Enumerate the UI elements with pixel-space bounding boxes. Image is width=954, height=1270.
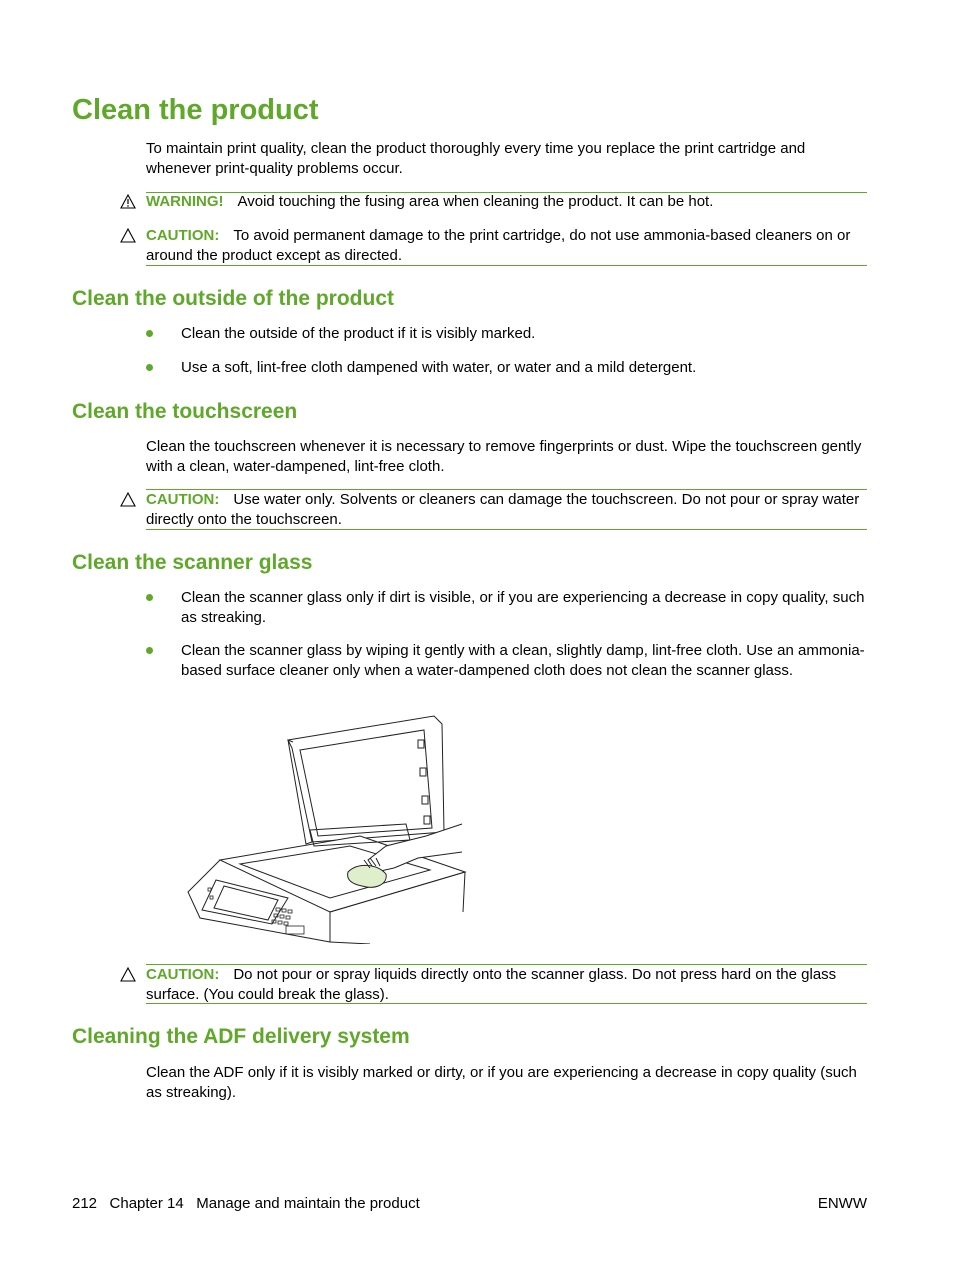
footer-locale: ENWW [817, 1195, 867, 1212]
section-heading-outside: Clean the outside of the product [72, 287, 395, 310]
note-rule-bottom [146, 529, 867, 530]
list-item: Clean the scanner glass only if dirt is visible, or if you are experiencing a decrease in copy quality, such as streaking. [181, 589, 865, 626]
bullet-dot [146, 647, 153, 654]
caution-text: Use water only. Solvents or cleaners can damage the touchscreen. Do not pour or spray water directly onto the touchscreen. [146, 491, 860, 528]
caution-triangle-icon [120, 492, 136, 507]
warning-text: Avoid touching the fusing area when cleaning the product. It can be hot. [237, 193, 714, 210]
caution-label: CAUTION: [146, 966, 220, 983]
note-rule-bottom [146, 265, 867, 266]
bullet-dot [146, 364, 153, 371]
list-item: Clean the scanner glass by wiping it gently with a clean, slightly damp, lint-free cloth. Use an ammonia-based surface cleaner only when a water-dampened cloth does not clean the scanner glass. [181, 642, 865, 679]
caution-note-3 [146, 965, 867, 1004]
scanner-cleaning-illustration [180, 712, 470, 944]
touchscreen-paragraph: Clean the touchscreen whenever it is necessary to remove fingerprints or dust. Wipe the touchscreen gently with a clean, water-dampened, lint-free cloth. [146, 438, 862, 475]
caution-triangle-icon [120, 967, 136, 982]
caution-label: CAUTION: [146, 491, 220, 508]
section-heading-adf: Cleaning the ADF delivery system [72, 1025, 410, 1048]
bullet-dot [146, 330, 153, 337]
intro-paragraph: To maintain print quality, clean the product thoroughly every time you replace the print cartridge and whenever print-quality problems occur. [146, 140, 806, 177]
caution-label: CAUTION: [146, 227, 220, 244]
bullet-dot [146, 594, 153, 601]
caution-note-1 [146, 226, 867, 265]
caution-note-2 [146, 490, 867, 529]
warning-triangle-icon [120, 194, 136, 209]
list-item: Use a soft, lint-free cloth dampened with water, or water and a mild detergent. [181, 359, 697, 376]
caution-triangle-icon [120, 228, 136, 243]
adf-paragraph: Clean the ADF only if it is visibly marked or dirty, or if you are experiencing a decrease in copy quality (such as streaking). [146, 1064, 857, 1101]
caution-text: Do not pour or spray liquids directly onto the scanner glass. Do not press hard on the glass surface. (You could break the glass). [146, 966, 837, 1003]
warning-note [146, 192, 867, 212]
warning-label: WARNING! [146, 193, 224, 210]
section-heading-touchscreen: Clean the touchscreen [72, 400, 298, 423]
footer-page-info: 212 Chapter 14 Manage and maintain the product [72, 1195, 420, 1212]
note-rule-bottom [146, 1003, 867, 1004]
section-heading-scanner: Clean the scanner glass [72, 551, 313, 574]
list-item: Clean the outside of the product if it is visibly marked. [181, 325, 536, 342]
caution-text: To avoid permanent damage to the print cartridge, do not use ammonia-based cleaners on or around the product except as directed. [146, 227, 851, 264]
page-title: Clean the product [72, 94, 319, 126]
